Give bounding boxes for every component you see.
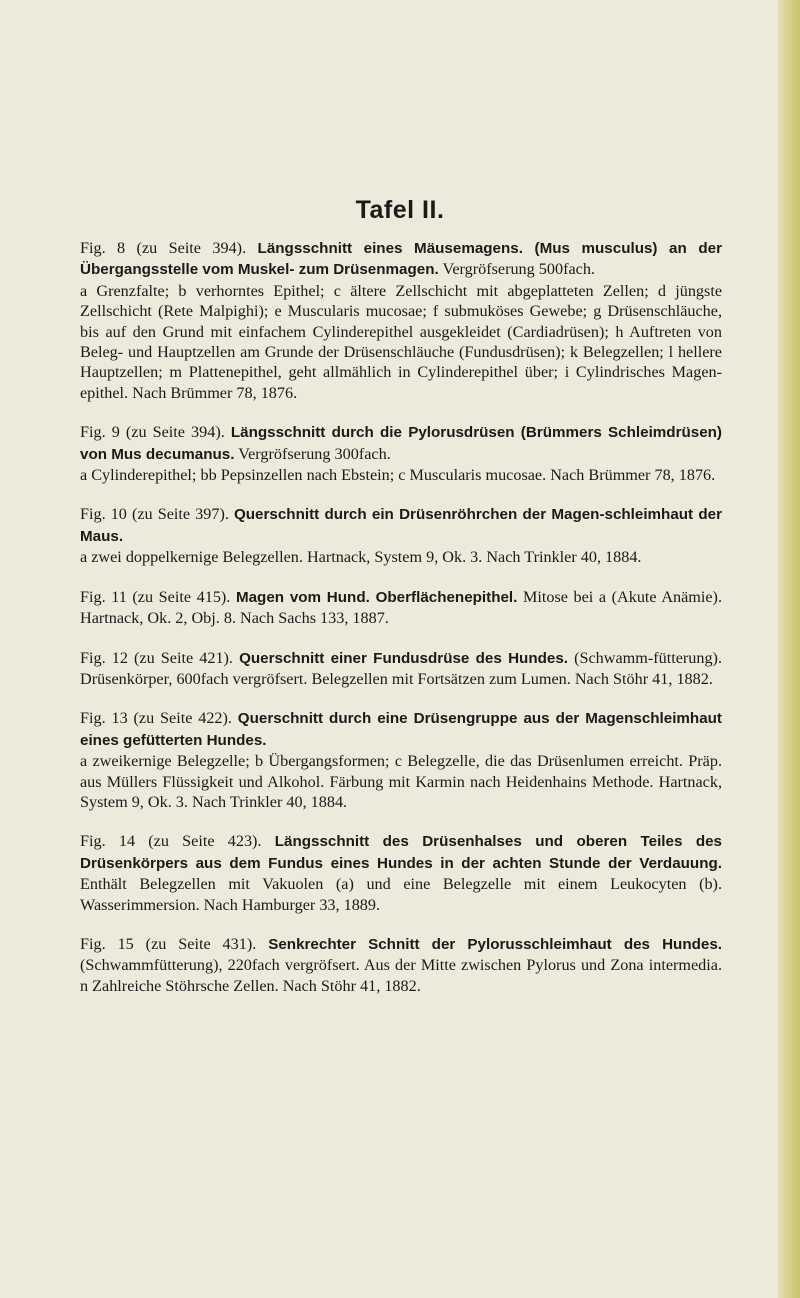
caption-fig-11 <box>80 587 722 629</box>
caption-after: (Schwamm-fütterung). Drüsenkörper, 600fach vergröfsert. Belegzellen mit Fortsätzen zum Lumen. Nach Stöhr 41, 1882. <box>80 648 722 688</box>
caption-body: a Grenzfalte; b verhorntes Epithel; c ältere Zellschicht mit abgeplatteten Zellen; d jüngste Zellschicht (Rete Malpighi); e Muscularis mucosae; f submuköses Gewebe; g Drüsenschläuche, bis auf den Grund mit einfachem Cylinderepithel ausgekleidet (Cardiadrüsen); h Auftreten von Beleg- und Hauptzellen am Grunde der Drüsenschläuche (Fundusdrüsen); k Belegzellen; l hellere Hauptzellen; m Plattenepithel, geht allmählich in Cylinderepithel über; i Cylindrisches Magen-epithel. Nach Brümmer 78, 1876. <box>80 281 722 402</box>
caption-heading <box>80 708 722 751</box>
caption-after: Vergröfserung 500fach. <box>438 260 595 279</box>
fig-ref: Fig. 11 (zu Seite 415). <box>80 587 231 606</box>
caption-heading <box>80 648 722 690</box>
caption-title: Querschnitt einer Fundusdrüse des Hundes. <box>239 649 568 667</box>
caption-title: Längsschnitt durch die Pylorusdrüsen (Brümmers Schleimdrüsen) von Mus decumanus. <box>80 424 722 463</box>
caption-title: Senkrechter Schnitt der Pylorusschleimhaut des Hundes. <box>268 935 723 953</box>
caption-body: a Cylinderepithel; bb Pepsinzellen nach Ebstein; c Muscularis mucosae. Nach Brümmer 78, 1876. <box>80 466 716 485</box>
fig-ref: Fig. 12 (zu Seite 421). <box>80 648 233 667</box>
page-edge <box>778 0 800 1298</box>
caption-fig-13 <box>80 708 722 812</box>
caption-fig-9 <box>80 422 722 485</box>
fig-ref: Fig. 8 (zu Seite 394). <box>80 239 247 257</box>
caption-after: Enthält Belegzellen mit Vakuolen (a) und eine Belegzelle mit einem Leukocyten (b). Wasserimmersion. Nach Hamburger 33, 1889. <box>80 875 722 914</box>
caption-title: Magen vom Hund. Oberflächenepithel. <box>235 588 518 606</box>
caption-title: Querschnitt durch eine Drüsengruppe aus der Magenschleimhaut eines gefütterten Hundes. <box>80 710 722 749</box>
fig-ref: Fig. 10 (zu Seite 397). <box>80 505 229 524</box>
caption-list <box>80 238 722 1015</box>
caption-heading <box>80 587 722 629</box>
caption-heading <box>80 422 722 465</box>
caption-fig-8 <box>80 238 722 403</box>
page-title: Tafel II. <box>355 196 445 224</box>
caption-heading <box>80 934 722 996</box>
caption-body: a zweikernige Belegzelle; b Übergangsformen; c Belegzelle, die das Drüsenlumen erreicht. Präp. aus Müllers Flüssigkeit und Alkohol. Färbung mit Karmin nach Heidenhains Methode. Hartnack, System 9, Ok. 3. Nach Trinkler 40, 1884. <box>80 752 722 811</box>
fig-ref: Fig. 15 (zu Seite 431). <box>80 934 257 953</box>
caption-title: Querschnitt durch ein Drüsenröhrchen der Magen-schleimhaut der Maus. <box>80 506 723 545</box>
caption-heading <box>80 831 722 915</box>
caption-fig-10 <box>80 504 722 567</box>
fig-ref: Fig. 14 (zu Seite 423). <box>80 832 262 851</box>
fig-ref: Fig. 13 (zu Seite 422). <box>80 709 232 728</box>
caption-after: Mitose bei a (Akute Anämie). Hartnack, Ok. 2, Obj. 8. Nach Sachs 133, 1887. <box>80 587 722 628</box>
caption-after: (Schwammfütterung), 220fach vergröfsert. Aus der Mitte zwischen Pylorus und Zona intermedia. n Zahlreiche Stöhrsche Zellen. Nach Stöhr 41, 1882. <box>80 956 722 995</box>
caption-after: Vergröfserung 300fach. <box>234 444 391 463</box>
caption-title: Längsschnitt des Drüsenhalses und oberen Teiles des Drüsenkörpers aus dem Fundus eines Hundes in der achten Stunde der Verdauung. <box>80 833 722 872</box>
caption-title: Längsschnitt eines Mäusemagens. (Mus musculus) an der Übergangsstelle vom Muskel- zum Drüsenmagen. <box>80 240 723 279</box>
caption-body: a zwei doppelkernige Belegzellen. Hartnack, System 9, Ok. 3. Nach Trinkler 40, 1884. <box>80 548 642 567</box>
caption-fig-14 <box>80 831 722 915</box>
caption-heading <box>80 238 722 281</box>
caption-heading <box>80 504 722 547</box>
fig-ref: Fig. 9 (zu Seite 394). <box>80 423 225 442</box>
caption-fig-12 <box>80 648 722 690</box>
caption-fig-15 <box>80 934 722 996</box>
